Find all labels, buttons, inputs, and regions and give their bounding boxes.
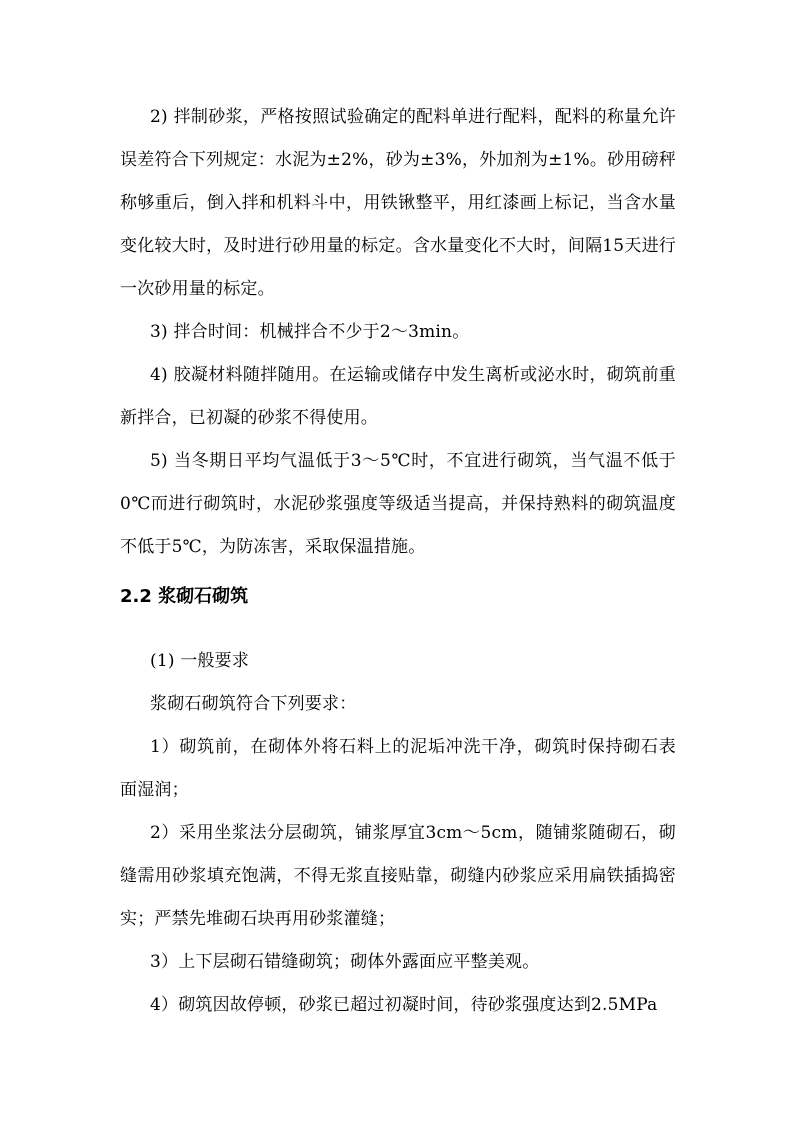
paragraph-binder-usage: 4) 胶凝材料随拌随用。在运输或储存中发生离析或泌水时，砌筑前重新拌合，已初凝的砂浆不得使用。	[120, 365, 676, 428]
list-item-construction-pause: 4）砌筑因故停顿，砂浆已超过初凝时间，待砂浆强度达到2.5MPa	[150, 995, 658, 1015]
subsection-general-requirements: (1) 一般要求	[150, 651, 250, 671]
paragraph-winter-construction: 5) 当冬期日平均气温低于3～5℃时，不宜进行砌筑，当气温不低于0℃而进行砌筑时，水泥砂浆强度等级适当提高，并保持熟料的砌筑温度不低于5℃，为防冻害，采取保温措施。	[120, 451, 676, 557]
list-item-staggered-joints: 3）上下层砌石错缝砌筑；砌体外露面应平整美观。	[150, 952, 540, 972]
list-item-clean-stones: 1）砌筑前，在砌体外将石料上的泥垢冲洗干净，砌筑时保持砌石表面湿润；	[120, 737, 676, 800]
paragraph-mix-time: 3) 拌合时间：机械拌合不少于2～3min。	[150, 322, 470, 342]
list-item-mortar-bed-method: 2）采用坐浆法分层砌筑，铺浆厚宜3cm～5cm，随铺浆随砌石，砌缝需用砂浆填充饱满，不得无浆直接贴靠，砌缝内砂浆应采用扁铁插捣密实；严禁先堆砌石块再用砂浆灌缝；	[120, 823, 676, 929]
paragraph-requirements-intro: 浆砌石砌筑符合下列要求：	[150, 694, 357, 714]
section-heading: 2.2 浆砌石砌筑	[120, 586, 249, 607]
paragraph-mix-mortar: 2) 拌制砂浆，严格按照试验确定的配料单进行配料，配料的称量允许误差符合下列规定：水泥为±2%，砂为±3%，外加剂为±1%。砂用磅秤称够重后，倒入拌和机料斗中，用铁锹整平，用红漆画上标记，当含水量变化较大时，及时进行砂用量的标定。含水量变化不大时，间隔15天进行一次砂用量的标定。	[120, 107, 676, 299]
